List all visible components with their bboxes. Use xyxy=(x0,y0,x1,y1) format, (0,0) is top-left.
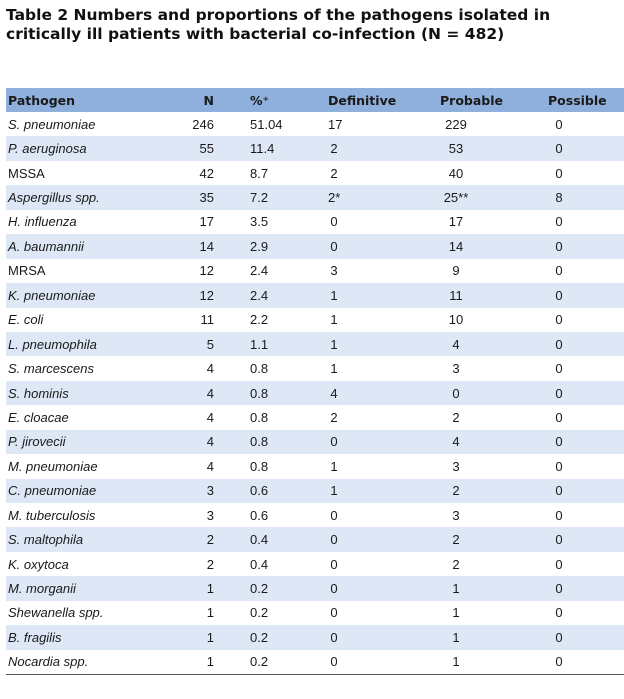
cell-probable-value: 9 xyxy=(452,263,460,279)
table-row xyxy=(6,308,624,332)
cell-probable-value: 17 xyxy=(448,214,464,230)
cell-n: 11 xyxy=(158,308,222,332)
cell-n: 3 xyxy=(158,503,222,527)
cell-possible-value: 0 xyxy=(555,165,563,181)
cell-possible xyxy=(548,381,624,405)
cell-possible-value: 0 xyxy=(555,581,563,597)
cell-percent: 0.6 xyxy=(222,479,328,503)
cell-definitive xyxy=(328,136,440,160)
cell-percent: 0.2 xyxy=(222,650,328,675)
cell-definitive-value: 1 xyxy=(330,483,338,499)
cell-probable-value: 2 xyxy=(452,532,460,548)
cell-definitive xyxy=(328,625,440,649)
table-row xyxy=(6,650,624,675)
cell-possible-value: 0 xyxy=(555,629,563,645)
cell-probable-value: 2 xyxy=(452,483,460,499)
cell-definitive xyxy=(328,234,440,258)
cell-n: 2 xyxy=(158,552,222,576)
cell-pathogen: Shewanella spp. xyxy=(6,601,158,625)
table-row xyxy=(6,625,624,649)
cell-pathogen: M. morganii xyxy=(6,576,158,600)
cell-definitive-value: 0 xyxy=(330,556,338,572)
cell-n: 14 xyxy=(158,234,222,258)
cell-definitive-value: 0 xyxy=(330,629,338,645)
header-percent: %⁺ xyxy=(222,88,328,112)
table-row xyxy=(6,356,624,380)
cell-possible xyxy=(548,185,624,209)
cell-possible-value: 0 xyxy=(555,287,563,303)
cell-pathogen: M. tuberculosis xyxy=(6,503,158,527)
cell-definitive-value: 4 xyxy=(330,385,338,401)
cell-pathogen: M. pneumoniae xyxy=(6,454,158,478)
cell-probable xyxy=(440,136,548,160)
cell-probable-value: 25** xyxy=(443,190,469,206)
cell-probable xyxy=(440,625,548,649)
cell-possible xyxy=(548,259,624,283)
cell-n: 4 xyxy=(158,381,222,405)
cell-definitive xyxy=(328,210,440,234)
table-row xyxy=(6,161,624,185)
header-possible: Possible xyxy=(548,88,624,112)
cell-possible-value: 0 xyxy=(555,409,563,425)
cell-definitive-value: 2* xyxy=(328,190,341,206)
table-row xyxy=(6,552,624,576)
table-row xyxy=(6,430,624,454)
table-row xyxy=(6,136,624,160)
cell-possible-value: 0 xyxy=(555,532,563,548)
cell-n: 246 xyxy=(158,112,222,136)
cell-percent: 11.4 xyxy=(222,136,328,160)
cell-definitive-value: 0 xyxy=(330,214,338,230)
cell-probable xyxy=(440,234,548,258)
table-caption-text: Numbers and proportions of the pathogens isolated in critically ill patients with bacterial co-infection (N = 482) xyxy=(6,6,551,43)
cell-pathogen: S. marcescens xyxy=(6,356,158,380)
cell-percent: 51.04 xyxy=(222,112,328,136)
cell-definitive xyxy=(328,454,440,478)
cell-pathogen: S. pneumoniae xyxy=(6,112,158,136)
cell-possible-value: 0 xyxy=(555,434,563,450)
cell-possible xyxy=(548,112,624,136)
cell-n: 4 xyxy=(158,356,222,380)
cell-possible xyxy=(548,650,624,675)
table-row xyxy=(6,405,624,429)
cell-n: 12 xyxy=(158,283,222,307)
cell-probable-value: 4 xyxy=(452,336,460,352)
cell-probable xyxy=(440,576,548,600)
table-header-row xyxy=(6,88,624,112)
cell-probable xyxy=(440,430,548,454)
cell-probable xyxy=(440,405,548,429)
cell-possible-value: 0 xyxy=(555,238,563,254)
pathogen-table xyxy=(6,88,624,675)
cell-n: 55 xyxy=(158,136,222,160)
cell-definitive xyxy=(328,527,440,551)
cell-possible-value: 0 xyxy=(555,336,563,352)
cell-probable-value: 2 xyxy=(452,556,460,572)
cell-probable-value: 3 xyxy=(452,507,460,523)
header-n: N xyxy=(158,88,222,112)
cell-percent: 2.4 xyxy=(222,259,328,283)
cell-possible-value: 0 xyxy=(555,654,563,670)
cell-possible xyxy=(548,161,624,185)
cell-pathogen: B. fragilis xyxy=(6,625,158,649)
cell-definitive-value: 1 xyxy=(330,361,338,377)
cell-definitive-value: 0 xyxy=(330,581,338,597)
cell-probable xyxy=(440,185,548,209)
cell-probable-value: 4 xyxy=(452,434,460,450)
cell-percent: 0.2 xyxy=(222,576,328,600)
cell-definitive xyxy=(328,283,440,307)
table-row xyxy=(6,185,624,209)
cell-pathogen: Nocardia spp. xyxy=(6,650,158,675)
table-row xyxy=(6,234,624,258)
cell-definitive xyxy=(328,112,440,136)
cell-probable-value: 53 xyxy=(448,141,464,157)
cell-probable xyxy=(440,601,548,625)
cell-definitive-value: 1 xyxy=(330,287,338,303)
cell-n: 12 xyxy=(158,259,222,283)
cell-probable xyxy=(440,650,548,675)
cell-n: 3 xyxy=(158,479,222,503)
cell-n: 2 xyxy=(158,527,222,551)
cell-pathogen: P. aeruginosa xyxy=(6,136,158,160)
cell-percent: 2.2 xyxy=(222,308,328,332)
table-label: Table 2 xyxy=(6,6,69,24)
cell-percent: 0.8 xyxy=(222,356,328,380)
cell-probable-value: 229 xyxy=(445,116,467,132)
cell-n: 1 xyxy=(158,576,222,600)
cell-probable-value: 0 xyxy=(452,385,460,401)
cell-pathogen: E. coli xyxy=(6,308,158,332)
cell-probable xyxy=(440,283,548,307)
cell-probable xyxy=(440,356,548,380)
cell-definitive xyxy=(328,332,440,356)
cell-n: 1 xyxy=(158,625,222,649)
cell-probable-value: 3 xyxy=(452,361,460,377)
cell-definitive xyxy=(328,503,440,527)
cell-possible-value: 0 xyxy=(555,507,563,523)
cell-pathogen: Aspergillus spp. xyxy=(6,185,158,209)
cell-probable xyxy=(440,454,548,478)
cell-pathogen: L. pneumophila xyxy=(6,332,158,356)
table-row xyxy=(6,332,624,356)
cell-possible-value: 0 xyxy=(555,385,563,401)
cell-possible-value: 0 xyxy=(555,116,563,132)
cell-definitive-value: 2 xyxy=(330,141,338,157)
cell-definitive xyxy=(328,259,440,283)
cell-definitive-value: 0 xyxy=(330,654,338,670)
cell-pathogen: C. pneumoniae xyxy=(6,479,158,503)
cell-definitive-value: 1 xyxy=(330,458,338,474)
cell-possible-value: 8 xyxy=(555,190,563,206)
cell-definitive-value: 2 xyxy=(330,409,338,425)
cell-definitive-value: 3 xyxy=(330,263,338,279)
cell-percent: 2.9 xyxy=(222,234,328,258)
cell-definitive xyxy=(328,552,440,576)
cell-percent: 0.4 xyxy=(222,527,328,551)
cell-percent: 0.8 xyxy=(222,381,328,405)
cell-possible xyxy=(548,405,624,429)
cell-definitive-value: 0 xyxy=(330,532,338,548)
cell-percent: 7.2 xyxy=(222,185,328,209)
cell-percent: 0.2 xyxy=(222,625,328,649)
cell-n: 5 xyxy=(158,332,222,356)
table-row xyxy=(6,112,624,136)
table-caption xyxy=(6,6,594,44)
cell-percent: 0.8 xyxy=(222,405,328,429)
cell-possible xyxy=(548,503,624,527)
cell-pathogen: K. oxytoca xyxy=(6,552,158,576)
cell-possible-value: 0 xyxy=(555,483,563,499)
cell-definitive xyxy=(328,601,440,625)
cell-definitive xyxy=(328,405,440,429)
cell-probable-value: 1 xyxy=(452,654,460,670)
table-row xyxy=(6,259,624,283)
cell-pathogen: MRSA xyxy=(6,259,158,283)
cell-probable xyxy=(440,210,548,234)
cell-probable-value: 3 xyxy=(452,458,460,474)
cell-definitive-value: 0 xyxy=(330,434,338,450)
cell-possible xyxy=(548,308,624,332)
cell-probable xyxy=(440,259,548,283)
cell-probable-value: 1 xyxy=(452,581,460,597)
cell-possible-value: 0 xyxy=(555,263,563,279)
header-pathogen: Pathogen xyxy=(6,88,158,112)
cell-probable xyxy=(440,161,548,185)
cell-possible-value: 0 xyxy=(555,361,563,377)
cell-definitive xyxy=(328,650,440,675)
header-definitive: Definitive xyxy=(328,88,440,112)
cell-pathogen: K. pneumoniae xyxy=(6,283,158,307)
cell-percent: 3.5 xyxy=(222,210,328,234)
table-row xyxy=(6,503,624,527)
cell-pathogen: A. baumannii xyxy=(6,234,158,258)
cell-probable-value: 1 xyxy=(452,605,460,621)
cell-n: 1 xyxy=(158,601,222,625)
cell-n: 4 xyxy=(158,430,222,454)
cell-definitive-value: 2 xyxy=(330,165,338,181)
table-row xyxy=(6,576,624,600)
cell-possible xyxy=(548,454,624,478)
cell-possible xyxy=(548,479,624,503)
cell-definitive-value: 1 xyxy=(330,336,338,352)
cell-possible xyxy=(548,527,624,551)
cell-possible xyxy=(548,356,624,380)
cell-percent: 8.7 xyxy=(222,161,328,185)
cell-percent: 0.8 xyxy=(222,430,328,454)
cell-probable xyxy=(440,381,548,405)
cell-definitive xyxy=(328,308,440,332)
cell-pathogen: P. jirovecii xyxy=(6,430,158,454)
cell-probable xyxy=(440,112,548,136)
cell-probable-value: 1 xyxy=(452,629,460,645)
table-row xyxy=(6,601,624,625)
cell-percent: 0.4 xyxy=(222,552,328,576)
cell-definitive xyxy=(328,161,440,185)
cell-probable xyxy=(440,332,548,356)
cell-percent: 0.2 xyxy=(222,601,328,625)
cell-percent: 0.8 xyxy=(222,454,328,478)
cell-possible xyxy=(548,430,624,454)
cell-possible xyxy=(548,552,624,576)
cell-probable xyxy=(440,308,548,332)
cell-possible xyxy=(548,625,624,649)
cell-probable xyxy=(440,479,548,503)
cell-possible xyxy=(548,601,624,625)
cell-percent: 1.1 xyxy=(222,332,328,356)
table-row xyxy=(6,381,624,405)
cell-possible-value: 0 xyxy=(555,556,563,572)
cell-definitive-value: 1 xyxy=(330,312,338,328)
cell-pathogen: E. cloacae xyxy=(6,405,158,429)
cell-definitive xyxy=(328,356,440,380)
cell-probable xyxy=(440,552,548,576)
cell-n: 1 xyxy=(158,650,222,675)
cell-n: 35 xyxy=(158,185,222,209)
table-row xyxy=(6,527,624,551)
cell-possible-value: 0 xyxy=(555,458,563,474)
table-row xyxy=(6,454,624,478)
cell-possible xyxy=(548,210,624,234)
cell-n: 17 xyxy=(158,210,222,234)
table-row xyxy=(6,283,624,307)
cell-possible xyxy=(548,576,624,600)
cell-possible xyxy=(548,234,624,258)
cell-possible xyxy=(548,332,624,356)
cell-pathogen: S. hominis xyxy=(6,381,158,405)
cell-definitive-value: 0 xyxy=(330,238,338,254)
cell-percent: 0.6 xyxy=(222,503,328,527)
header-probable: Probable xyxy=(440,88,548,112)
cell-n: 42 xyxy=(158,161,222,185)
cell-probable xyxy=(440,527,548,551)
cell-probable-value: 14 xyxy=(448,238,464,254)
cell-definitive xyxy=(328,479,440,503)
table-row xyxy=(6,479,624,503)
cell-probable-value: 2 xyxy=(452,409,460,425)
cell-definitive-value: 0 xyxy=(330,605,338,621)
cell-definitive-value: 0 xyxy=(330,507,338,523)
cell-probable-value: 40 xyxy=(448,165,464,181)
cell-pathogen: H. influenza xyxy=(6,210,158,234)
cell-possible xyxy=(548,283,624,307)
cell-percent: 2.4 xyxy=(222,283,328,307)
table-row xyxy=(6,210,624,234)
cell-pathogen: MSSA xyxy=(6,161,158,185)
cell-n: 4 xyxy=(158,405,222,429)
cell-definitive xyxy=(328,185,440,209)
table-body xyxy=(6,112,624,675)
cell-possible-value: 0 xyxy=(555,312,563,328)
cell-possible-value: 0 xyxy=(555,214,563,230)
cell-definitive xyxy=(328,381,440,405)
cell-possible xyxy=(548,136,624,160)
cell-definitive-value: 17 xyxy=(328,116,343,132)
cell-n: 4 xyxy=(158,454,222,478)
cell-probable xyxy=(440,503,548,527)
cell-pathogen: S. maltophila xyxy=(6,527,158,551)
cell-possible-value: 0 xyxy=(555,605,563,621)
cell-definitive xyxy=(328,430,440,454)
cell-probable-value: 11 xyxy=(449,287,463,303)
cell-definitive xyxy=(328,576,440,600)
cell-probable-value: 10 xyxy=(448,312,464,328)
cell-possible-value: 0 xyxy=(555,141,563,157)
